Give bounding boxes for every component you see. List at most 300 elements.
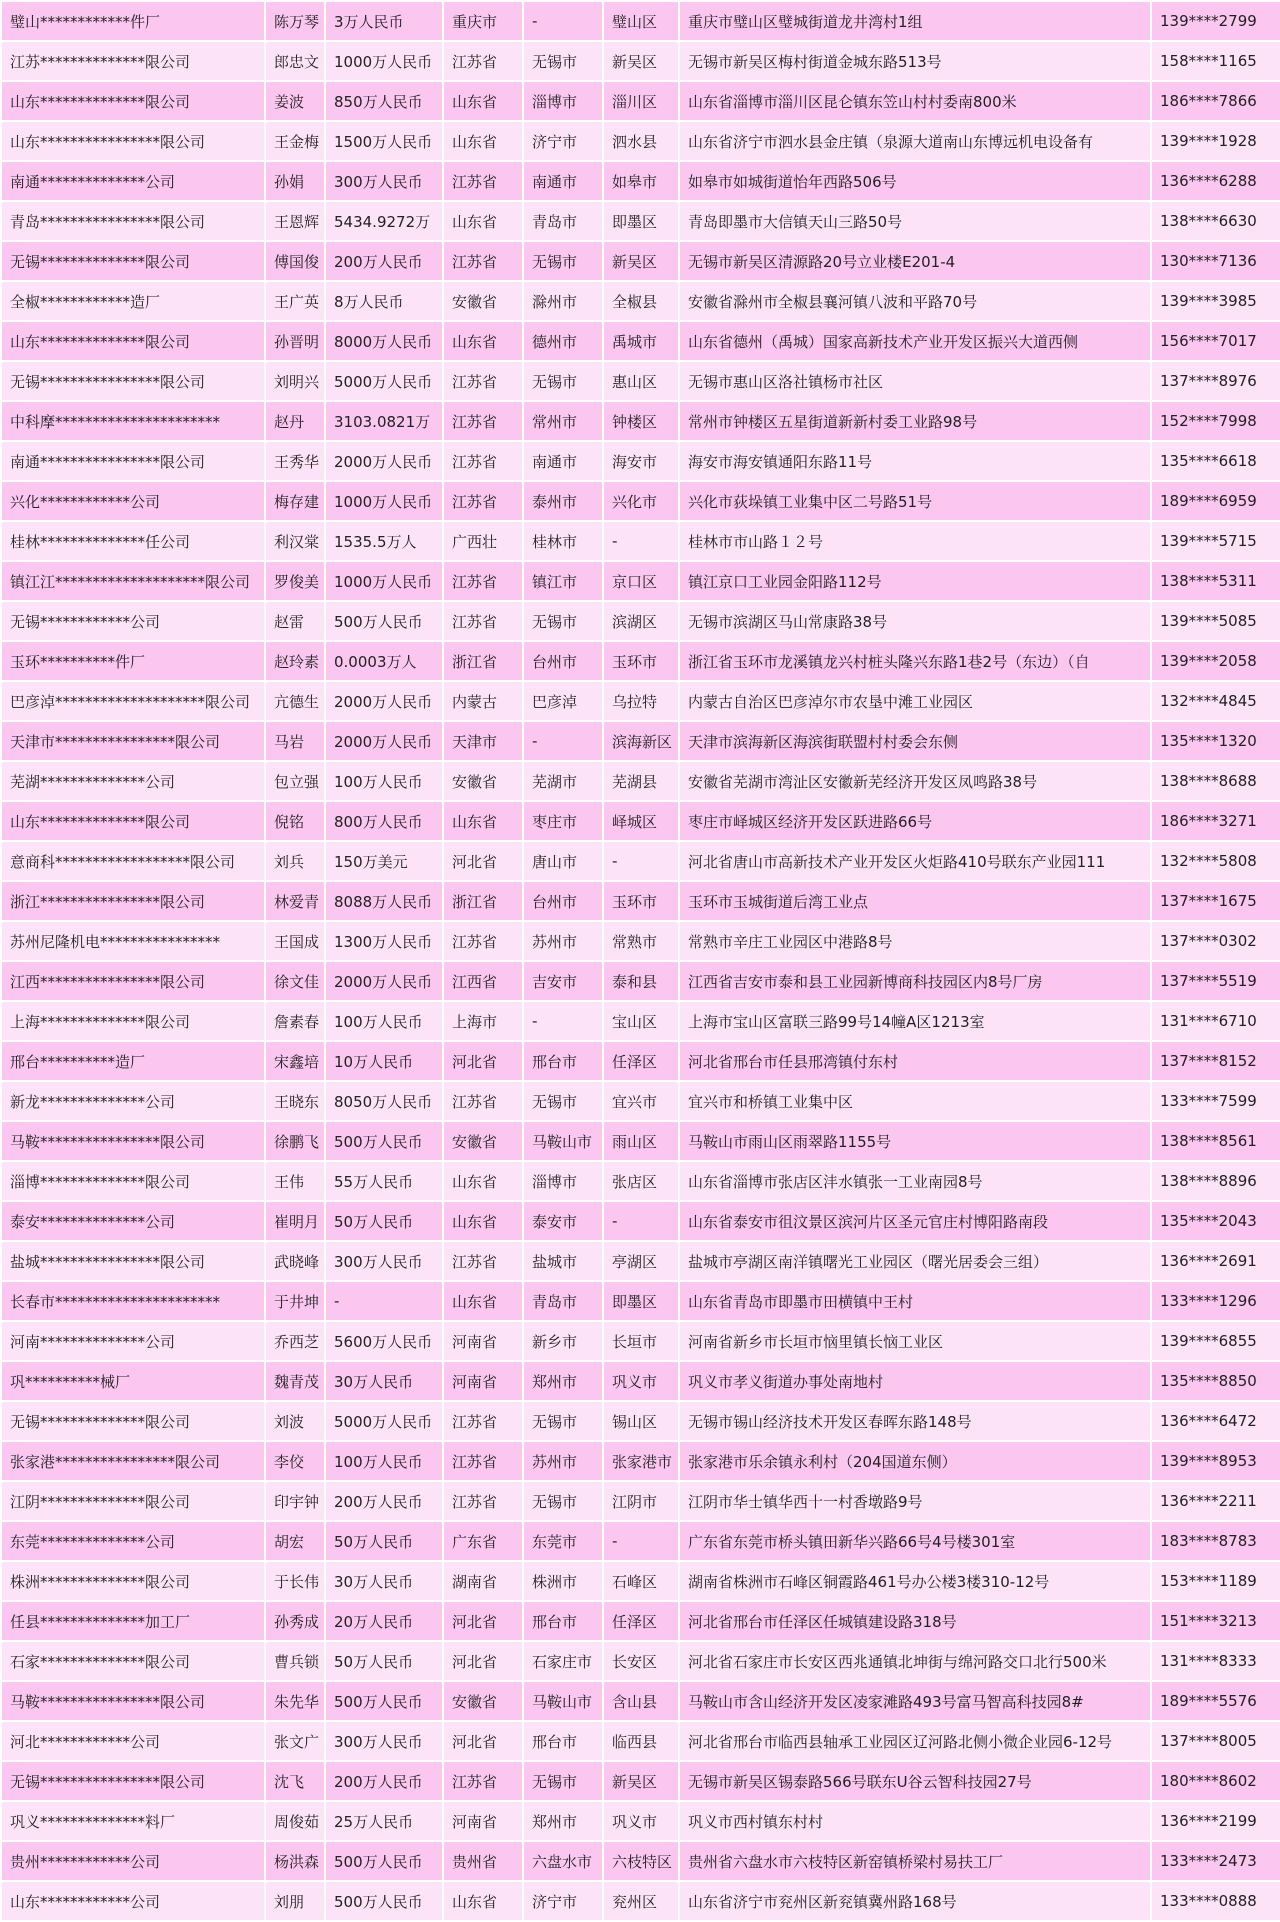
table-row: [1, 1081, 1280, 1121]
table-row: [1, 1801, 1280, 1841]
registered-capital-cell: 1000万人民币: [325, 41, 443, 81]
table-row: [1, 1201, 1280, 1241]
company-name-cell: 长春市**********************: [1, 1281, 265, 1321]
legal-person-cell: 武晓峰: [265, 1241, 325, 1281]
table-row: [1, 1721, 1280, 1761]
district-cell: 海安市: [603, 441, 679, 481]
district-cell: 江阴市: [603, 1481, 679, 1521]
province-cell: 江苏省: [443, 241, 523, 281]
phone-cell: 130****7136: [1151, 241, 1280, 281]
table-row: [1, 321, 1280, 361]
table-row: [1, 81, 1280, 121]
registered-capital-cell: 1500万人民币: [325, 121, 443, 161]
phone-cell: 133****1296: [1151, 1281, 1280, 1321]
district-cell: 新吴区: [603, 41, 679, 81]
phone-cell: 186****3271: [1151, 801, 1280, 841]
address-cell: 山东省德州（禹城）国家高新技术产业开发区振兴大道西侧: [679, 321, 1151, 361]
registered-capital-cell: 150万美元: [325, 841, 443, 881]
registered-capital-cell: 500万人民币: [325, 1681, 443, 1721]
phone-cell: 137****8152: [1151, 1041, 1280, 1081]
province-cell: 山东省: [443, 1281, 523, 1321]
address-cell: 山东省济宁市兖州区新兖镇冀州路168号: [679, 1881, 1151, 1921]
district-cell: 淄川区: [603, 81, 679, 121]
phone-cell: 139****5085: [1151, 601, 1280, 641]
phone-cell: 136****6288: [1151, 161, 1280, 201]
province-cell: 浙江省: [443, 641, 523, 681]
address-cell: 巩义市西村镇东村村: [679, 1801, 1151, 1841]
phone-cell: 189****6959: [1151, 481, 1280, 521]
legal-person-cell: 亢德生: [265, 681, 325, 721]
address-cell: 桂林市市山路１２号: [679, 521, 1151, 561]
address-cell: 巩义市孝义街道办事处南地村: [679, 1361, 1151, 1401]
registered-capital-cell: 3万人民币: [325, 1, 443, 41]
district-cell: 即墨区: [603, 201, 679, 241]
phone-cell: 137****0302: [1151, 921, 1280, 961]
province-cell: 广西壮: [443, 521, 523, 561]
city-cell: 桂林市: [523, 521, 603, 561]
legal-person-cell: 胡宏: [265, 1521, 325, 1561]
company-name-cell: 山东**************限公司: [1, 321, 265, 361]
province-cell: 江苏省: [443, 1081, 523, 1121]
table-row: [1, 1161, 1280, 1201]
legal-person-cell: 于井坤: [265, 1281, 325, 1321]
table-row: [1, 1481, 1280, 1521]
address-cell: 马鞍山市含山经济开发区凌家滩路493号富马智高科技园8#: [679, 1681, 1151, 1721]
legal-person-cell: 张文广: [265, 1721, 325, 1761]
province-cell: 河北省: [443, 1601, 523, 1641]
table-row: [1, 1241, 1280, 1281]
registered-capital-cell: 500万人民币: [325, 1121, 443, 1161]
phone-cell: 133****7599: [1151, 1081, 1280, 1121]
table-row: [1, 201, 1280, 241]
district-cell: 即墨区: [603, 1281, 679, 1321]
address-cell: 无锡市滨湖区马山常康路38号: [679, 601, 1151, 641]
district-cell: 六枝特区: [603, 1841, 679, 1881]
province-cell: 江苏省: [443, 361, 523, 401]
city-cell: 枣庄市: [523, 801, 603, 841]
phone-cell: 139****8953: [1151, 1441, 1280, 1481]
district-cell: 钟楼区: [603, 401, 679, 441]
company-name-cell: 天津市****************限公司: [1, 721, 265, 761]
registered-capital-cell: 8088万人民币: [325, 881, 443, 921]
city-cell: 石家庄市: [523, 1641, 603, 1681]
table-row: [1, 1, 1280, 41]
city-cell: 无锡市: [523, 1081, 603, 1121]
address-cell: 内蒙古自治区巴彦淖尔市农垦中滩工业园区: [679, 681, 1151, 721]
city-cell: 六盘水市: [523, 1841, 603, 1881]
phone-cell: 139****3985: [1151, 281, 1280, 321]
table-row: [1, 561, 1280, 601]
company-name-cell: 山东**************限公司: [1, 81, 265, 121]
city-cell: 淄博市: [523, 81, 603, 121]
table-row: [1, 1321, 1280, 1361]
legal-person-cell: 梅存建: [265, 481, 325, 521]
province-cell: 河北省: [443, 1641, 523, 1681]
district-cell: 长垣市: [603, 1321, 679, 1361]
table-row: [1, 601, 1280, 641]
district-cell: 任泽区: [603, 1041, 679, 1081]
address-cell: 宜兴市和桥镇工业集中区: [679, 1081, 1151, 1121]
legal-person-cell: 王国成: [265, 921, 325, 961]
registered-capital-cell: 800万人民币: [325, 801, 443, 841]
province-cell: 江苏省: [443, 1401, 523, 1441]
province-cell: 山东省: [443, 121, 523, 161]
province-cell: 河南省: [443, 1801, 523, 1841]
registered-capital-cell: -: [325, 1281, 443, 1321]
city-cell: 南通市: [523, 161, 603, 201]
address-cell: 无锡市惠山区洛社镇杨市社区: [679, 361, 1151, 401]
city-cell: 唐山市: [523, 841, 603, 881]
city-cell: 青岛市: [523, 201, 603, 241]
district-cell: 泗水县: [603, 121, 679, 161]
registered-capital-cell: 20万人民币: [325, 1601, 443, 1641]
province-cell: 江苏省: [443, 481, 523, 521]
address-cell: 广东省东莞市桥头镇田新华兴路66号4号楼301室: [679, 1521, 1151, 1561]
province-cell: 山东省: [443, 1881, 523, 1921]
company-name-cell: 巩义**************料厂: [1, 1801, 265, 1841]
registered-capital-cell: 8000万人民币: [325, 321, 443, 361]
phone-cell: 135****2043: [1151, 1201, 1280, 1241]
city-cell: 苏州市: [523, 921, 603, 961]
table-row: [1, 1001, 1280, 1041]
registered-capital-cell: 8万人民币: [325, 281, 443, 321]
address-cell: 无锡市新吴区清源路20号立业楼E201-4: [679, 241, 1151, 281]
table-row: [1, 361, 1280, 401]
legal-person-cell: 姜波: [265, 81, 325, 121]
province-cell: 安徽省: [443, 761, 523, 801]
company-name-cell: 江阴**************限公司: [1, 1481, 265, 1521]
province-cell: 山东省: [443, 1161, 523, 1201]
city-cell: 株洲市: [523, 1561, 603, 1601]
registered-capital-cell: 200万人民币: [325, 1481, 443, 1521]
table-row: [1, 1401, 1280, 1441]
province-cell: 河北省: [443, 1721, 523, 1761]
legal-person-cell: 赵雷: [265, 601, 325, 641]
table-row: [1, 1761, 1280, 1801]
address-cell: 张家港市乐余镇永利村（204国道东侧）: [679, 1441, 1151, 1481]
province-cell: 江苏省: [443, 601, 523, 641]
district-cell: 全椒县: [603, 281, 679, 321]
phone-cell: 139****2799: [1151, 1, 1280, 41]
city-cell: 马鞍山市: [523, 1121, 603, 1161]
table-row: [1, 121, 1280, 161]
phone-cell: 135****6618: [1151, 441, 1280, 481]
city-cell: 无锡市: [523, 601, 603, 641]
table-row: [1, 801, 1280, 841]
legal-person-cell: 刘波: [265, 1401, 325, 1441]
registered-capital-cell: 50万人民币: [325, 1521, 443, 1561]
company-name-cell: 意商科******************限公司: [1, 841, 265, 881]
address-cell: 贵州省六盘水市六枝特区新窑镇桥梁村易扶工厂: [679, 1841, 1151, 1881]
city-cell: 盐城市: [523, 1241, 603, 1281]
legal-person-cell: 王金梅: [265, 121, 325, 161]
city-cell: 邢台市: [523, 1601, 603, 1641]
company-name-cell: 山东****************限公司: [1, 121, 265, 161]
province-cell: 浙江省: [443, 881, 523, 921]
city-cell: 台州市: [523, 641, 603, 681]
district-cell: 常熟市: [603, 921, 679, 961]
address-cell: 山东省济宁市泗水县金庄镇（泉源大道南山东博远机电设备有: [679, 121, 1151, 161]
district-cell: 玉环市: [603, 881, 679, 921]
address-cell: 常州市钟楼区五星街道新新村委工业路98号: [679, 401, 1151, 441]
city-cell: 郑州市: [523, 1801, 603, 1841]
address-cell: 如皋市如城街道怡年西路506号: [679, 161, 1151, 201]
address-cell: 海安市海安镇通阳东路11号: [679, 441, 1151, 481]
address-cell: 安徽省芜湖市湾沚区安徽新芜经济开发区凤鸣路38号: [679, 761, 1151, 801]
city-cell: -: [523, 1001, 603, 1041]
company-name-cell: 南通**************公司: [1, 161, 265, 201]
address-cell: 河北省唐山市高新技术产业开发区火炬路410号联东产业园111: [679, 841, 1151, 881]
legal-person-cell: 乔西芝: [265, 1321, 325, 1361]
city-cell: 无锡市: [523, 1481, 603, 1521]
province-cell: 河北省: [443, 841, 523, 881]
district-cell: 禹城市: [603, 321, 679, 361]
address-cell: 马鞍山市雨山区雨翠路1155号: [679, 1121, 1151, 1161]
phone-cell: 152****7998: [1151, 401, 1280, 441]
company-name-cell: 无锡************公司: [1, 601, 265, 641]
province-cell: 湖南省: [443, 1561, 523, 1601]
phone-cell: 138****5311: [1151, 561, 1280, 601]
city-cell: 台州市: [523, 881, 603, 921]
phone-cell: 138****8561: [1151, 1121, 1280, 1161]
district-cell: 璧山区: [603, 1, 679, 41]
registered-capital-cell: 100万人民币: [325, 761, 443, 801]
company-name-cell: 泰安**************公司: [1, 1201, 265, 1241]
district-cell: 宜兴市: [603, 1081, 679, 1121]
table-row: [1, 721, 1280, 761]
table-row: [1, 1281, 1280, 1321]
phone-cell: 139****6855: [1151, 1321, 1280, 1361]
province-cell: 江苏省: [443, 441, 523, 481]
province-cell: 安徽省: [443, 1121, 523, 1161]
city-cell: 新乡市: [523, 1321, 603, 1361]
province-cell: 江苏省: [443, 1481, 523, 1521]
legal-person-cell: 沈飞: [265, 1761, 325, 1801]
registered-capital-cell: 8050万人民币: [325, 1081, 443, 1121]
legal-person-cell: 于长伟: [265, 1561, 325, 1601]
table-row: [1, 1641, 1280, 1681]
legal-person-cell: 宋鑫培: [265, 1041, 325, 1081]
city-cell: 南通市: [523, 441, 603, 481]
registered-capital-cell: 2000万人民币: [325, 681, 443, 721]
registered-capital-cell: 300万人民币: [325, 1241, 443, 1281]
address-cell: 无锡市新吴区锡泰路566号联东U谷云智科技园27号: [679, 1761, 1151, 1801]
registered-capital-cell: 50万人民币: [325, 1641, 443, 1681]
company-name-cell: 新龙**************公司: [1, 1081, 265, 1121]
legal-person-cell: 罗俊美: [265, 561, 325, 601]
company-name-cell: 玉环**********件厂: [1, 641, 265, 681]
province-cell: 河北省: [443, 1041, 523, 1081]
district-cell: 兴化市: [603, 481, 679, 521]
province-cell: 河南省: [443, 1361, 523, 1401]
province-cell: 江西省: [443, 961, 523, 1001]
registered-capital-cell: 1000万人民币: [325, 561, 443, 601]
legal-person-cell: 郎忠文: [265, 41, 325, 81]
registered-capital-cell: 10万人民币: [325, 1041, 443, 1081]
table-row: [1, 481, 1280, 521]
registered-capital-cell: 5434.9272万: [325, 201, 443, 241]
table-body: [1, 1, 1280, 1921]
city-cell: 无锡市: [523, 241, 603, 281]
registered-capital-cell: 3103.0821万: [325, 401, 443, 441]
address-cell: 重庆市璧山区璧城街道龙井湾村1组: [679, 1, 1151, 41]
legal-person-cell: 刘兵: [265, 841, 325, 881]
registered-capital-cell: 300万人民币: [325, 161, 443, 201]
table-row: [1, 521, 1280, 561]
address-cell: 青岛即墨市大信镇天山三路50号: [679, 201, 1151, 241]
address-cell: 河北省邢台市任泽区任城镇建设路318号: [679, 1601, 1151, 1641]
city-cell: 济宁市: [523, 1881, 603, 1921]
legal-person-cell: 刘朋: [265, 1881, 325, 1921]
city-cell: 马鞍山市: [523, 1681, 603, 1721]
phone-cell: 139****1928: [1151, 121, 1280, 161]
registered-capital-cell: 1300万人民币: [325, 921, 443, 961]
district-cell: 京口区: [603, 561, 679, 601]
company-name-cell: 苏州尼隆机电****************: [1, 921, 265, 961]
city-cell: 淄博市: [523, 1161, 603, 1201]
address-cell: 盐城市亭湖区南洋镇曙光工业园区（曙光居委会三组）: [679, 1241, 1151, 1281]
address-cell: 无锡市锡山经济技术开发区春晖东路148号: [679, 1401, 1151, 1441]
company-name-cell: 无锡**************限公司: [1, 241, 265, 281]
province-cell: 江苏省: [443, 401, 523, 441]
province-cell: 江苏省: [443, 1761, 523, 1801]
table-row: [1, 1521, 1280, 1561]
district-cell: -: [603, 1201, 679, 1241]
registered-capital-cell: 200万人民币: [325, 1761, 443, 1801]
province-cell: 江苏省: [443, 561, 523, 601]
province-cell: 山东省: [443, 201, 523, 241]
address-cell: 上海市宝山区富联三路99号14幢A区1213室: [679, 1001, 1151, 1041]
city-cell: 无锡市: [523, 1761, 603, 1801]
company-name-cell: 河南**************公司: [1, 1321, 265, 1361]
table-row: [1, 681, 1280, 721]
legal-person-cell: 包立强: [265, 761, 325, 801]
legal-person-cell: 赵玲素: [265, 641, 325, 681]
province-cell: 江苏省: [443, 1441, 523, 1481]
legal-person-cell: 朱先华: [265, 1681, 325, 1721]
address-cell: 河南省新乡市长垣市恼里镇长恼工业区: [679, 1321, 1151, 1361]
company-name-cell: 兴化************公司: [1, 481, 265, 521]
legal-person-cell: 詹素春: [265, 1001, 325, 1041]
legal-person-cell: 曹兵锁: [265, 1641, 325, 1681]
company-name-cell: 中科摩**********************: [1, 401, 265, 441]
city-cell: 德州市: [523, 321, 603, 361]
company-name-cell: 株洲**************限公司: [1, 1561, 265, 1601]
district-cell: 巩义市: [603, 1361, 679, 1401]
legal-person-cell: 赵丹: [265, 401, 325, 441]
province-cell: 江苏省: [443, 1241, 523, 1281]
registered-capital-cell: 300万人民币: [325, 1721, 443, 1761]
legal-person-cell: 林爱青: [265, 881, 325, 921]
legal-person-cell: 魏青茂: [265, 1361, 325, 1401]
phone-cell: 135****8850: [1151, 1361, 1280, 1401]
legal-person-cell: 孙秀成: [265, 1601, 325, 1641]
phone-cell: 189****5576: [1151, 1681, 1280, 1721]
phone-cell: 151****3213: [1151, 1601, 1280, 1641]
legal-person-cell: 王伟: [265, 1161, 325, 1201]
district-cell: 张家港市: [603, 1441, 679, 1481]
address-cell: 镇江京口工业园金阳路112号: [679, 561, 1151, 601]
address-cell: 山东省淄博市张店区沣水镇张一工业南园8号: [679, 1161, 1151, 1201]
district-cell: 锡山区: [603, 1401, 679, 1441]
city-cell: 泰安市: [523, 1201, 603, 1241]
district-cell: 芜湖县: [603, 761, 679, 801]
company-name-cell: 璧山************件厂: [1, 1, 265, 41]
district-cell: 泰和县: [603, 961, 679, 1001]
table-row: [1, 1121, 1280, 1161]
company-name-cell: 张家港****************限公司: [1, 1441, 265, 1481]
city-cell: 无锡市: [523, 41, 603, 81]
phone-cell: 180****8602: [1151, 1761, 1280, 1801]
city-cell: 巴彦淖: [523, 681, 603, 721]
registered-capital-cell: 5000万人民币: [325, 361, 443, 401]
phone-cell: 137****1675: [1151, 881, 1280, 921]
city-cell: 苏州市: [523, 1441, 603, 1481]
district-cell: 兖州区: [603, 1881, 679, 1921]
district-cell: 张店区: [603, 1161, 679, 1201]
phone-cell: 139****5715: [1151, 521, 1280, 561]
phone-cell: 132****4845: [1151, 681, 1280, 721]
registered-capital-cell: 500万人民币: [325, 601, 443, 641]
district-cell: 宝山区: [603, 1001, 679, 1041]
district-cell: 任泽区: [603, 1601, 679, 1641]
phone-cell: 156****7017: [1151, 321, 1280, 361]
address-cell: 山东省泰安市徂汶景区滨河片区圣元官庄村博阳路南段: [679, 1201, 1151, 1241]
registered-capital-cell: 1000万人民币: [325, 481, 443, 521]
legal-person-cell: 王恩辉: [265, 201, 325, 241]
district-cell: 含山县: [603, 1681, 679, 1721]
city-cell: 无锡市: [523, 1401, 603, 1441]
phone-cell: 153****1189: [1151, 1561, 1280, 1601]
province-cell: 天津市: [443, 721, 523, 761]
company-name-cell: 南通****************限公司: [1, 441, 265, 481]
address-cell: 山东省淄博市淄川区昆仑镇东笠山村村委南800米: [679, 81, 1151, 121]
district-cell: 峄城区: [603, 801, 679, 841]
company-name-cell: 桂林**************任公司: [1, 521, 265, 561]
province-cell: 山东省: [443, 321, 523, 361]
city-cell: 芜湖市: [523, 761, 603, 801]
district-cell: 惠山区: [603, 361, 679, 401]
legal-person-cell: 印宇钟: [265, 1481, 325, 1521]
district-cell: 巩义市: [603, 1801, 679, 1841]
phone-cell: 132****5808: [1151, 841, 1280, 881]
city-cell: 青岛市: [523, 1281, 603, 1321]
address-cell: 玉环市玉城街道后湾工业点: [679, 881, 1151, 921]
address-cell: 江阴市华士镇华西十一村香墩路9号: [679, 1481, 1151, 1521]
registered-capital-cell: 5600万人民币: [325, 1321, 443, 1361]
table-row: [1, 241, 1280, 281]
phone-cell: 139****2058: [1151, 641, 1280, 681]
address-cell: 无锡市新吴区梅村街道金城东路513号: [679, 41, 1151, 81]
district-cell: 滨海新区: [603, 721, 679, 761]
city-cell: 济宁市: [523, 121, 603, 161]
company-name-cell: 河北************公司: [1, 1721, 265, 1761]
district-cell: 长安区: [603, 1641, 679, 1681]
district-cell: 亭湖区: [603, 1241, 679, 1281]
registered-capital-cell: 100万人民币: [325, 1001, 443, 1041]
province-cell: 山东省: [443, 81, 523, 121]
province-cell: 重庆市: [443, 1, 523, 41]
phone-cell: 131****6710: [1151, 1001, 1280, 1041]
district-cell: -: [603, 521, 679, 561]
address-cell: 常熟市辛庄工业园区中港路8号: [679, 921, 1151, 961]
legal-person-cell: 徐文佳: [265, 961, 325, 1001]
table-row: [1, 1361, 1280, 1401]
province-cell: 安徽省: [443, 281, 523, 321]
company-name-cell: 东莞**************公司: [1, 1521, 265, 1561]
company-name-cell: 无锡**************限公司: [1, 1401, 265, 1441]
company-name-cell: 江苏**************限公司: [1, 41, 265, 81]
